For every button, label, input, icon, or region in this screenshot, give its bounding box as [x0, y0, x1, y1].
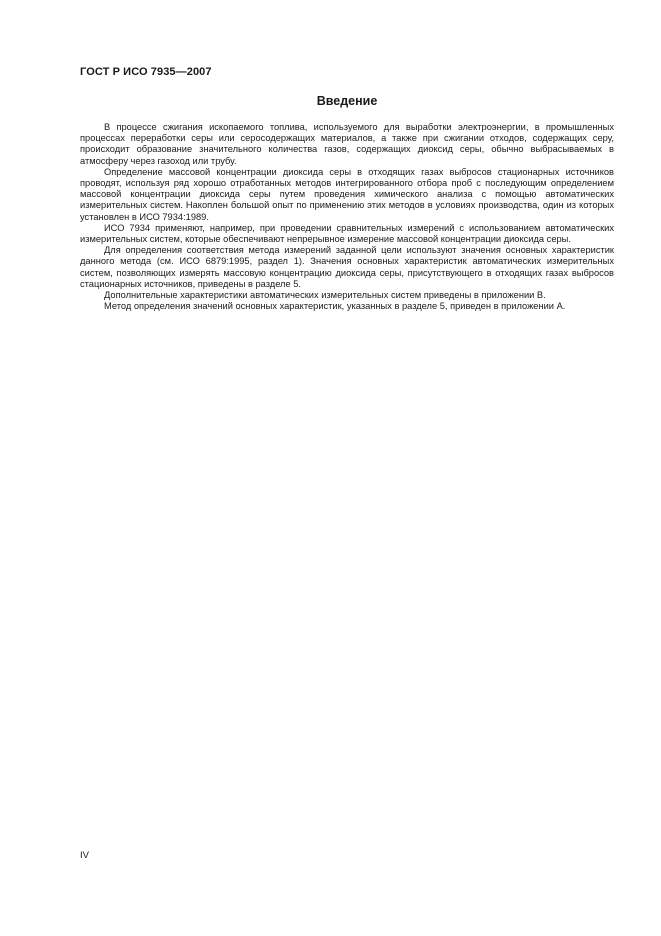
section-title: Введение	[316, 94, 378, 108]
paragraph: В процессе сжигания ископаемого топлива, используемого для выработки электроэнергии, в промышленных процессах переработки серы или серосодержащих материалов, а также при сжигании отходов, содержащих серу, происходит образование значительного количества газов, содержащих диоксид серы, обычно выбрасываемых в атмосферу через газоход или трубу.	[80, 122, 614, 166]
standard-designation: ГОСТ Р ИСО 7935—2007	[80, 66, 212, 78]
paragraph: Метод определения значений основных характеристик, указанных в разделе 5, приведен в приложении A.	[104, 301, 566, 312]
page-number: IV	[80, 850, 89, 861]
paragraph: ИСО 7934 применяют, например, при проведении сравнительных измерений с использованием автоматических измерительных систем, которые обеспечивают непрерывное измерение массовой концентрации диоксида серы.	[80, 222, 614, 245]
paragraph: Для определения соответствия метода измерений заданной цели используют значения основных характеристик данного метода (см. ИСО 6879:1995, раздел 1). Значения основных характеристик автоматических измерительных систем, позволяющих измерять массовую концентрацию диоксида серы, присутствующего в отходящих газах выбросов стационарных источников, приведены в разделе 5.	[80, 245, 614, 289]
paragraph: Дополнительные характеристики автоматических измерительных систем приведены в приложении B.	[104, 290, 546, 301]
body-text	[80, 122, 614, 312]
paragraph: Определение массовой концентрации диоксида серы в отходящих газах выбросов стационарных источников проводят, используя ряд хорошо отработанных методов интегрированного отбора проб с последующим определением массовой концентрации диоксида серы путем проведения химического анализа с помощью автоматических измерительных систем. Накоплен большой опыт по применению этих методов в условиях производства, один из которых установлен в ИСО 7934:1989.	[80, 166, 614, 222]
